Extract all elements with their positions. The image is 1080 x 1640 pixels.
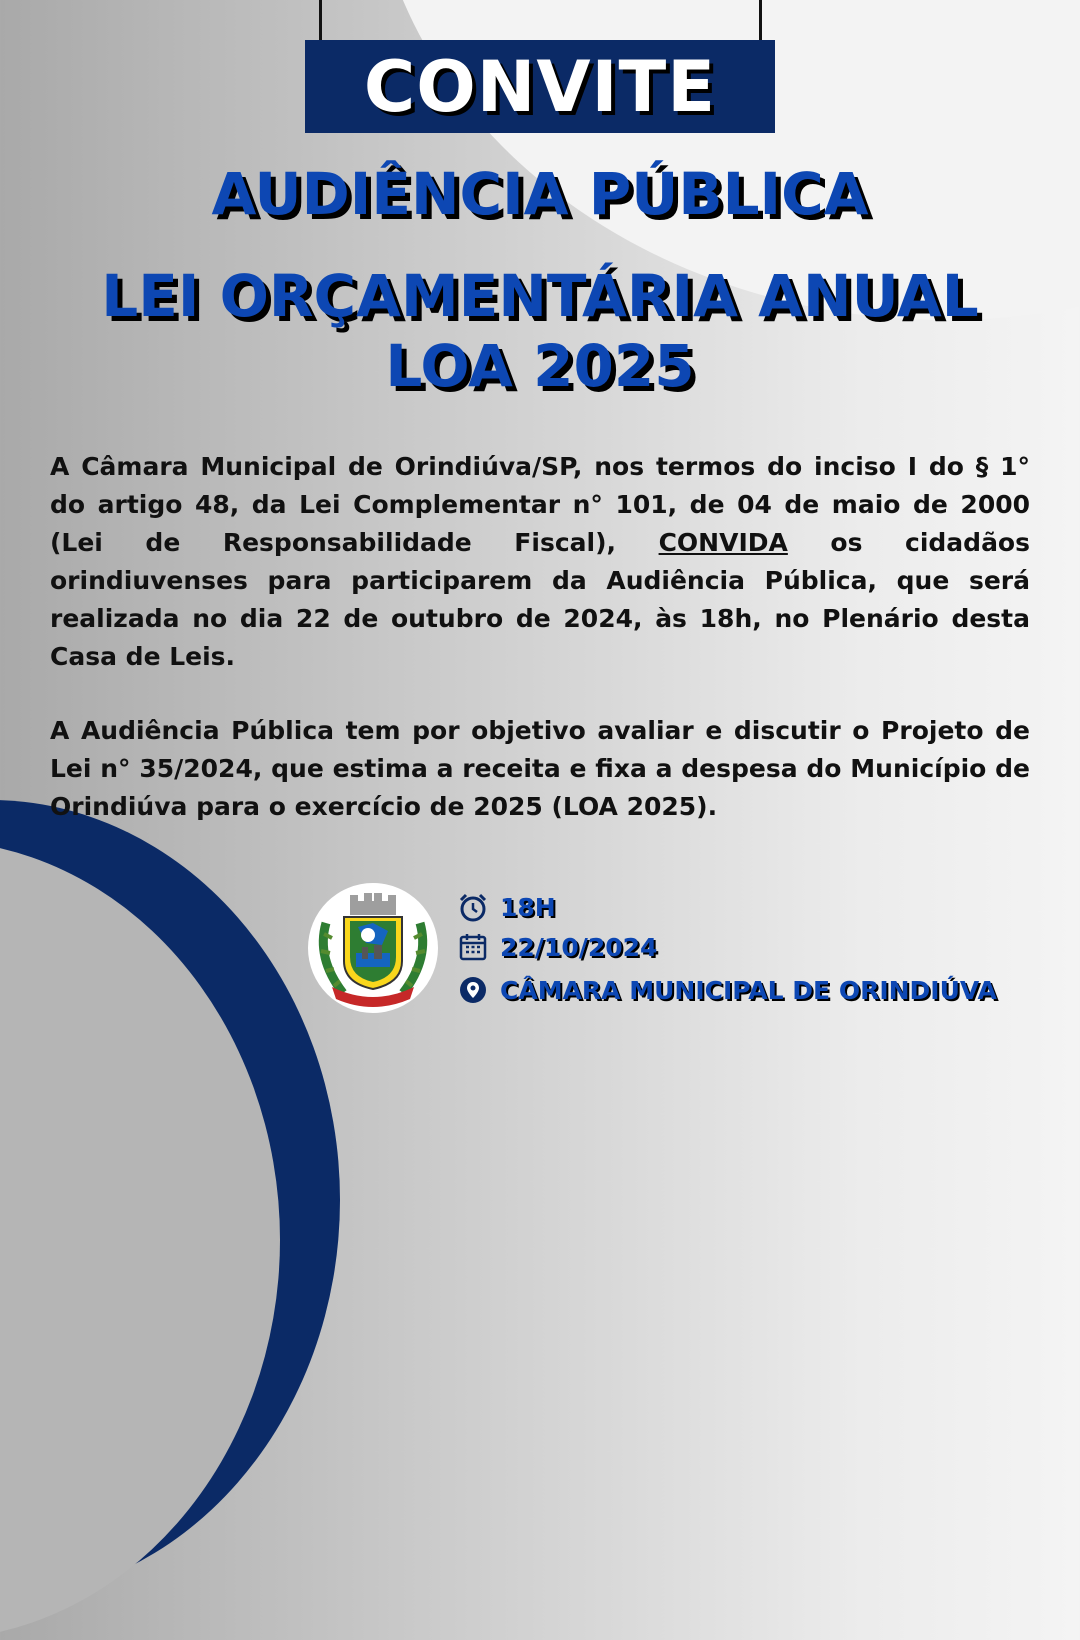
headline-audiencia: AUDIÊNCIA PÚBLICA (211, 160, 869, 228)
municipal-seal (308, 883, 438, 1013)
invite-banner (305, 40, 775, 133)
alarm-clock-icon (458, 892, 488, 922)
headline-loa: LOA 2025 (385, 332, 695, 400)
info-time-text: 18H (500, 892, 556, 922)
info-time (458, 892, 556, 922)
map-pin-icon (458, 975, 488, 1005)
info-location (458, 975, 997, 1005)
headline-lei: LEI ORÇAMENTÁRIA ANUAL (101, 262, 979, 330)
paragraph-invitation-end: os cidadãos orindiuvenses para participarem da Audiência Pública, que será realizada no dia 22 de outubro de 2024, às 18h, no Plenário desta Casa de Leis. (50, 528, 1030, 671)
info-date-text: 22/10/2024 (500, 932, 658, 962)
paragraph-invitation (50, 448, 1030, 676)
paragraph-invitation-start: A Câmara Municipal de Orindiúva/SP, nos termos do inciso I do § 1° do artigo 48, da Lei Complementar n° 101, de 04 de maio de 2000 (Lei de Responsabilidade Fiscal), (50, 452, 1030, 557)
info-date (458, 932, 657, 962)
info-location-text: CÂMARA MUNICIPAL DE ORINDIÚVA (500, 975, 997, 1005)
banner-title: CONVITE (363, 45, 717, 128)
calendar-icon (458, 932, 488, 962)
paragraph-objective: A Audiência Pública tem por objetivo avaliar e discutir o Projeto de Lei n° 35/2024, que estima a receita e fixa a despesa do Município de Orindiúva para o exercício de 2025 (LOA 2025). (50, 716, 1030, 821)
convida-emphasis: CONVIDA (658, 528, 788, 557)
